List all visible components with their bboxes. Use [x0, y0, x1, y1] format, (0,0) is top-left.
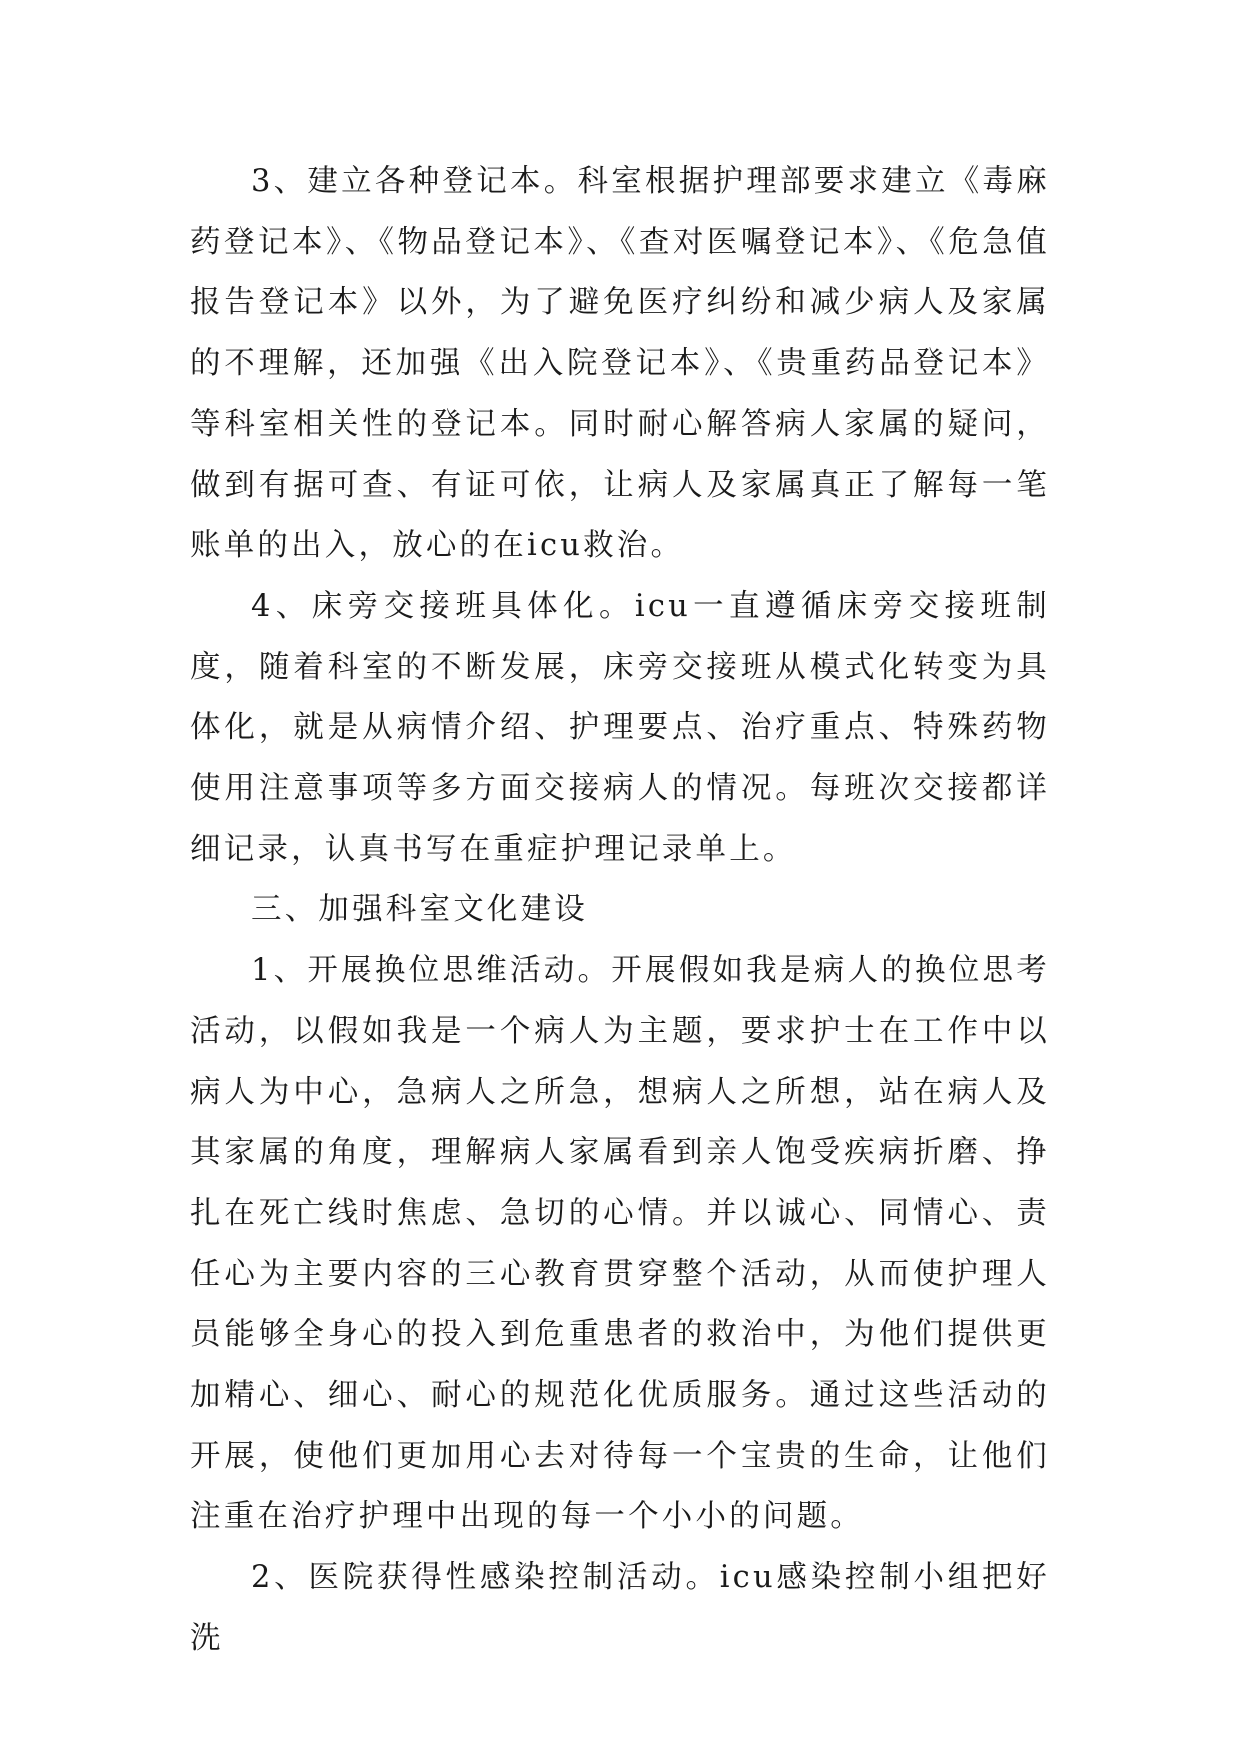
- section-heading-culture: 三、加强科室文化建设: [251, 892, 588, 928]
- paragraph-infection-control: 2、医院获得性感染控制活动。icu感染控制小组把好洗: [190, 1560, 1050, 1656]
- paragraph-empathy-activity: 1、开展换位思维活动。开展假如我是病人的换位思考活动，以假如我是一个病人为主题，要求护士在工作中以病人为中心，急病人之所急，想病人之所想，站在病人及其家属的角度，理解病人家属看到亲人饱受疾病折磨、挣扎在死亡线时焦虑、急切的心情。并以诚心、同情心、责任心为主要内容的三心教育贯穿整个活动，从而使护理人员能够全身心的投入到危重患者的救治中，为他们提供更加精心、细心、耐心的规范化优质服务。通过这些活动的开展，使他们更加用心去对待每一个宝贵的生命，让他们注重在治疗护理中出现的每一个小小的问题。: [190, 953, 1050, 1535]
- document-body: [190, 152, 1050, 1670]
- paragraph-bedside-handover: 4、床旁交接班具体化。icu一直遵循床旁交接班制度，随着科室的不断发展，床旁交接班从模式化转变为具体化，就是从病情介绍、护理要点、治疗重点、特殊药物使用注意事项等多方面交接病人的情况。每班次交接都详细记录，认真书写在重症护理记录单上。: [190, 588, 1050, 867]
- paragraph-registers: 3、建立各种登记本。科室根据护理部要求建立《毒麻药登记本》、《物品登记本》、《查对医嘱登记本》、《危急值报告登记本》以外，为了避免医疗纠纷和减少病人及家属的不理解，还加强《出入院登记本》、《贵重药品登记本》等科室相关性的登记本。同时耐心解答病人家属的疑问，做到有据可查、有证可依，让病人及家属真正了解每一笔账单的出入，放心的在icu救治。: [190, 164, 1050, 564]
